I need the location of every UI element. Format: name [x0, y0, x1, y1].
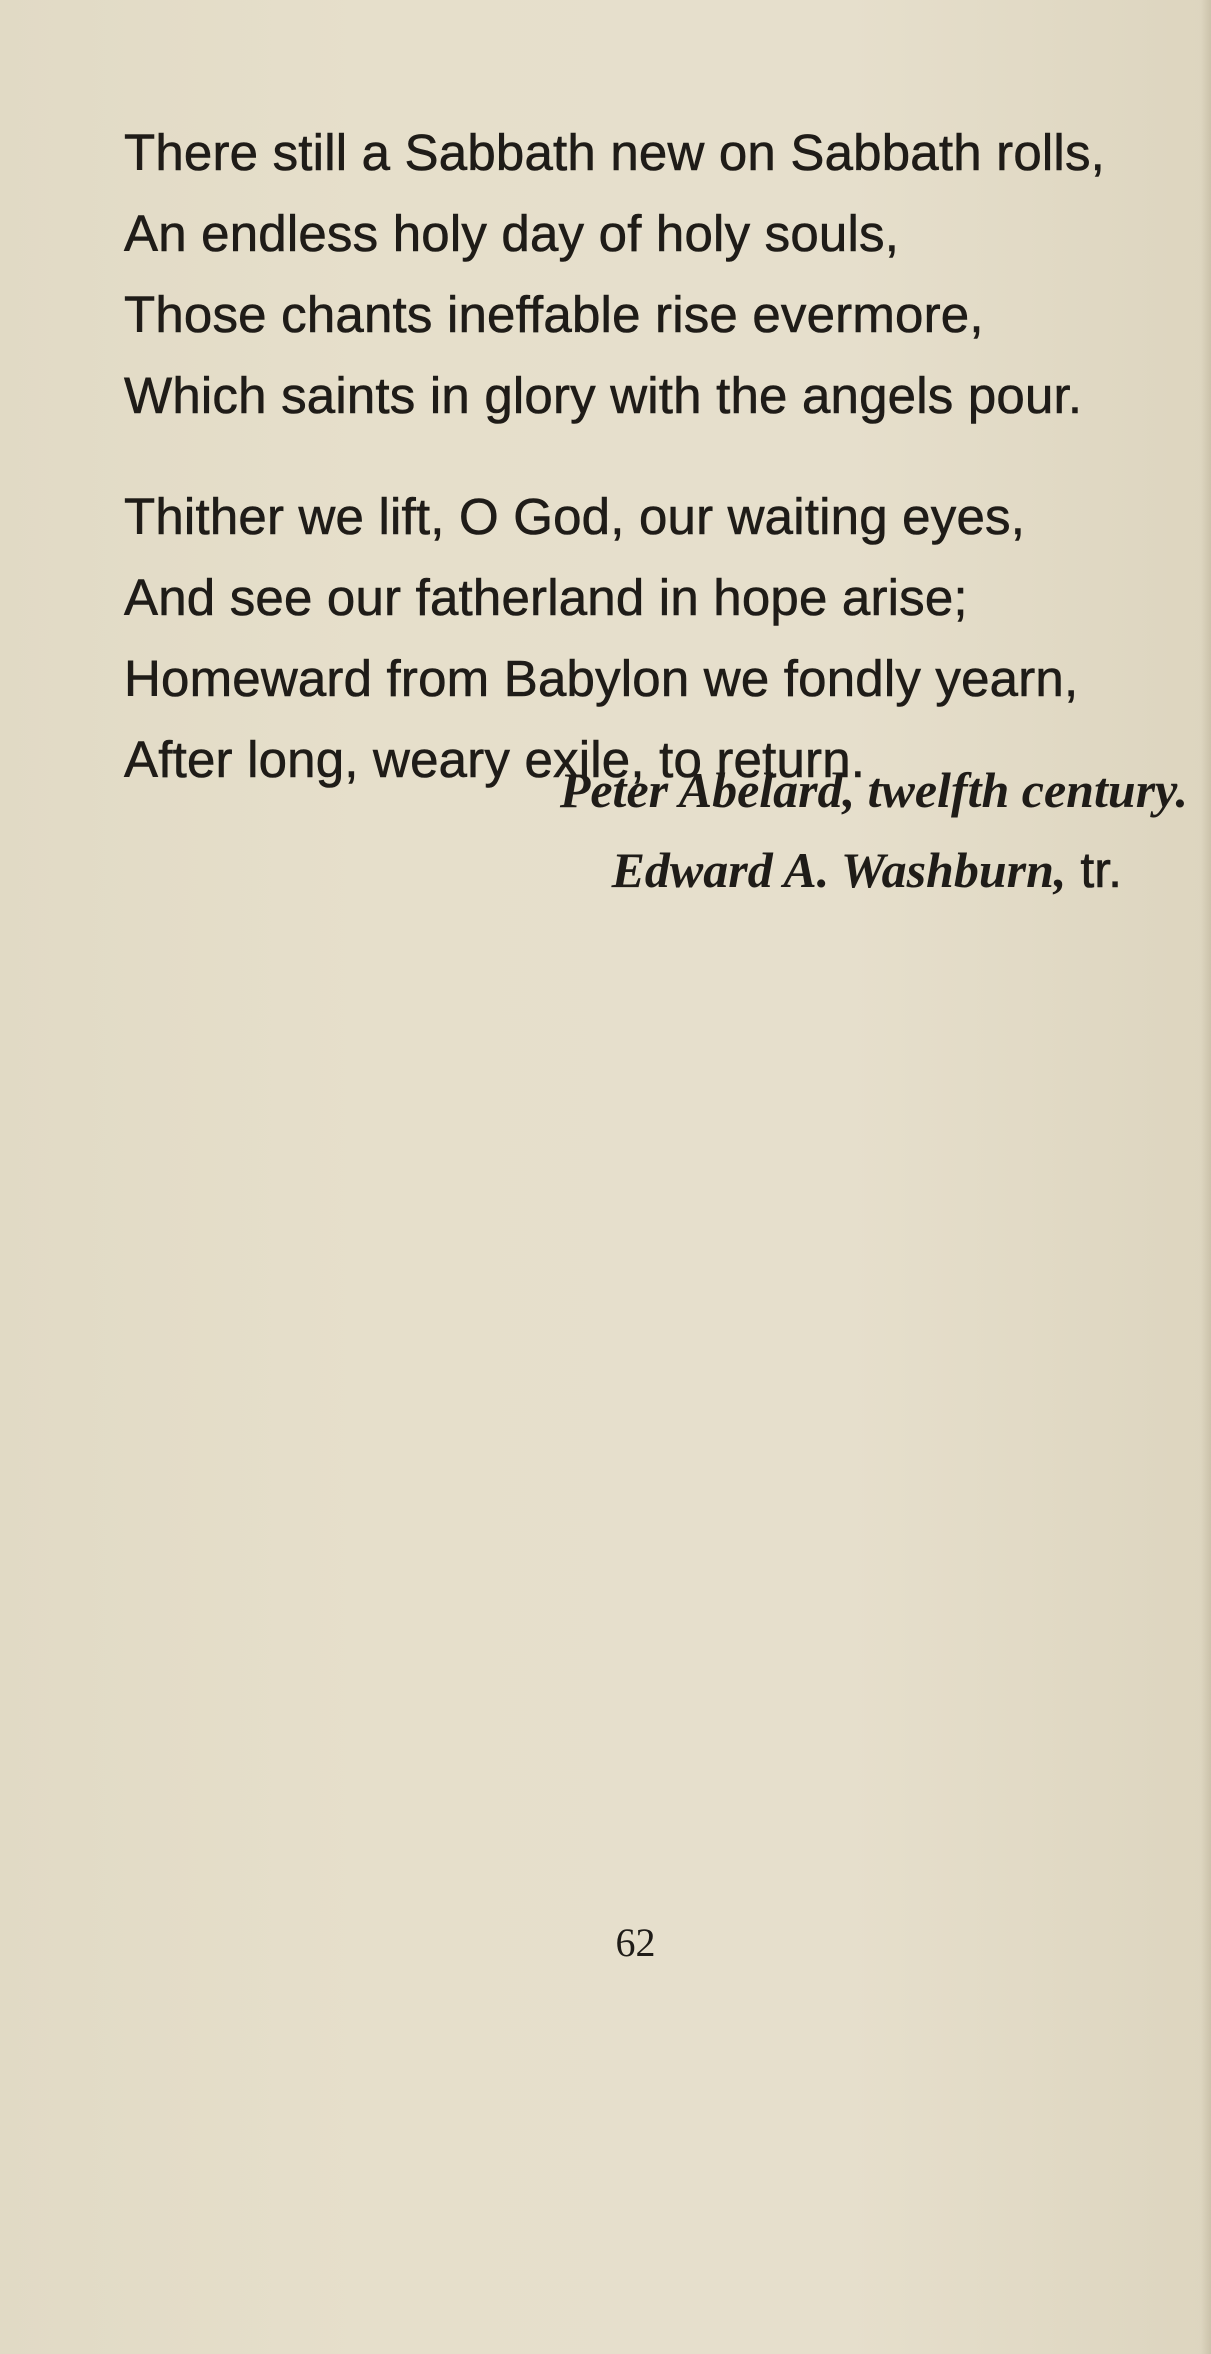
- stanza-1: [124, 112, 1184, 436]
- page-edge-shadow: [1201, 0, 1211, 2354]
- page-number: 62: [615, 1920, 656, 1965]
- translator-credit: [0, 830, 1188, 910]
- translator-name: Edward A. Washburn,: [611, 842, 1067, 898]
- poem-line: Those chants ineffable rise evermore,: [124, 286, 984, 343]
- poem-line: There still a Sabbath new on Sabbath rolls,: [124, 124, 1106, 181]
- poem-line: Homeward from Babylon we fondly yearn,: [124, 650, 1079, 707]
- author-credit: Peter Abelard, twelfth century.: [559, 762, 1188, 818]
- poem-line: And see our fatherland in hope arise;: [124, 569, 968, 626]
- poem: [124, 112, 1184, 800]
- attribution: [0, 750, 1188, 910]
- poem-line: An endless holy day of holy souls,: [124, 205, 900, 262]
- poem-line: Thither we lift, O God, our waiting eyes,: [124, 488, 1026, 545]
- poem-line: After long, weary exile, to return.: [124, 731, 866, 788]
- poem-line: Which saints in glory with the angels pour.: [124, 367, 1083, 424]
- translator-suffix: tr.: [1066, 842, 1122, 898]
